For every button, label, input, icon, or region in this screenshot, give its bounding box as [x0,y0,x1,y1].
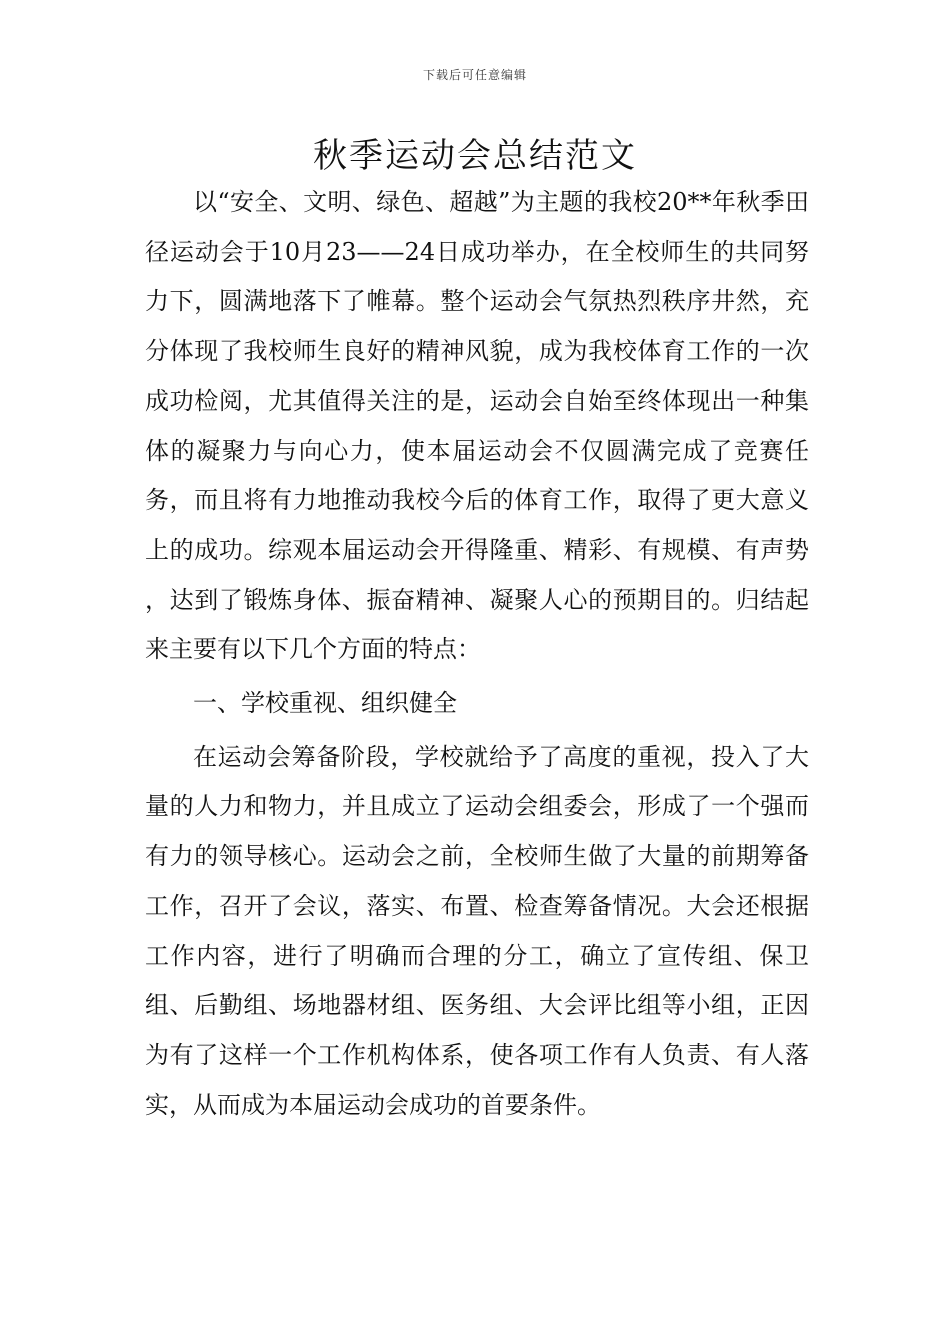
header-note: 下载后可任意编辑 [422,68,527,82]
document-title: 秋季运动会总结范文 [313,136,637,176]
intro-paragraph: 以“安全、文明、绿色、超越”为主题的我校20**年秋季田径运动会于10月23——24日成功举办，在全校师生的共同努力下，圆满地落下了帷幕。整个运动会气氛热烈秩序井然，充分体现了我校师生良好的精神风貌，成为我校体育工作的一次成功检阅，尤其值得关注的是，运动会自始至终体现出一种集体的凝聚力与向心力，使本届运动会不仅圆满完成了竞赛任务，而且将有力地推动我校今后的体育工作，取得了更大意义上的成功。综观本届运动会开得隆重、精彩、有规模、有声势 ，达到了锻炼身体、振奋精神、凝聚人心的预期目的。归结起来主要有以下几个方面的特点： [145,188,809,664]
document-body [145,178,809,1130]
section-heading-1: 一、学校重视、组织健全 [193,689,457,718]
section-1-paragraph: 在运动会筹备阶段，学校就给予了高度的重视，投入了大量的人力和物力，并且成立了运动会组委会，形成了一个强而有力的领导核心。运动会之前，全校师生做了大量的前期筹备工作，召开了会议，落实、布置、检查筹备情况。大会还根据工作内容，进行了明确而合理的分工，确立了宣传组、保卫组、后勤组、场地器材组、医务组、大会评比组等小组，正因为有了这样一个工作机构体系，使各项工作有人负责、有人落实，从而成为本届运动会成功的首要条件。 [145,742,809,1119]
